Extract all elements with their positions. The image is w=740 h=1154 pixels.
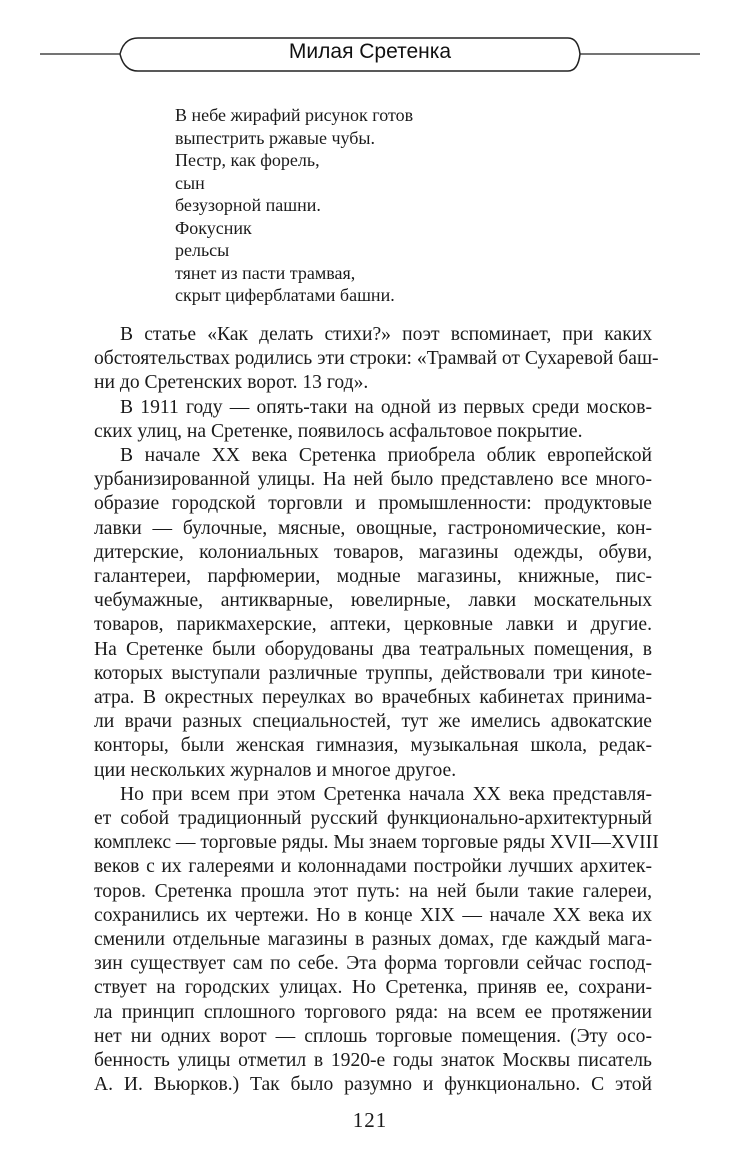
text-line: комплекс — торговые ряды. Мы знаем торговые ряды XVII—XVIII xyxy=(94,832,659,854)
text-line: сохранились их чертежи. Но в конце XIX — начале XX века их xyxy=(94,904,652,926)
body-text xyxy=(94,323,659,1098)
text-line: В 1911 году — опять-таки на одной из первых среди москов- xyxy=(120,396,652,418)
paragraph xyxy=(94,323,659,396)
poem-line: сын xyxy=(175,172,205,193)
poem-line: рельсы xyxy=(175,240,230,260)
text-line: образие городской торговли и промышленности: продуктовые xyxy=(94,493,652,515)
running-header xyxy=(0,0,740,110)
text-line: атра. В окрестных переулках во врачебных кабинетах принима- xyxy=(94,687,652,709)
poem xyxy=(175,104,635,307)
poem-line: В небе жирафий рисунок готов xyxy=(175,105,414,125)
poem-line: безузорной пашни. xyxy=(175,195,321,215)
text-line: В начале XX века Сретенка приобрела облик европейской xyxy=(120,445,652,467)
text-line: бенность улицы отметил в 1920-е годы знаток Москвы писатель xyxy=(94,1050,652,1072)
page-number: 121 xyxy=(352,1108,388,1132)
text-line: На Сретенке были оборудованы два театральных помещения, в xyxy=(94,638,652,660)
text-line: обстоятельствах родились эти строки: «Трамвай от Сухаревой баш- xyxy=(94,348,659,370)
text-line: товаров, парикмахерские, аптеки, церковные лавки и другие. xyxy=(94,614,652,636)
header-title: Милая Сретенка xyxy=(288,40,452,63)
text-line: зин существует сам по себе. Эта форма торговли сейчас господ- xyxy=(94,953,652,975)
text-line: нет ни одних ворот — сплошь торговые помещения. (Эту осо- xyxy=(94,1025,652,1047)
text-line: ни до Сретенских ворот. 13 год». xyxy=(94,372,369,394)
paragraph xyxy=(94,396,652,444)
text-line: ции нескольких журналов и многое другое. xyxy=(94,759,457,781)
text-line: веков с их галереями и колоннадами постройки лучших архитек- xyxy=(94,856,652,878)
text-line: ских улиц, на Сретенке, появилось асфальтовое покрытие. xyxy=(94,420,583,442)
text-line: В статье «Как делать стихи?» поэт вспоминает, при каких xyxy=(120,324,652,345)
text-line: которых выступали различные труппы, действовали три кинote- xyxy=(94,662,652,684)
text-line: конторы, были женская гимназия, музыкальная школа, редак- xyxy=(94,735,652,757)
poem-line: Фокусник xyxy=(175,217,252,238)
poem-line: скрыт циферблатами башни. xyxy=(175,285,395,305)
text-line: торов. Сретенка прошла этот путь: на ней были такие галереи, xyxy=(94,880,652,902)
text-line: чебумажные, антикварные, ювелирные, лавки москательных xyxy=(94,590,652,612)
text-line: ствует на городских улицах. Но Сретенка, приняв ее, сохрани- xyxy=(94,977,652,999)
paragraph xyxy=(94,783,659,1098)
text-line: дитерские, колониальных товаров, магазины одежды, обуви, xyxy=(94,541,652,563)
text-line: лавки — булочные, мясные, овощные, гастрономические, кон- xyxy=(94,517,652,539)
text-line: Но при всем при этом Сретенка начала XX века представля- xyxy=(120,783,652,805)
text-line: ли врачи разных специальностей, тут же имелись адвокатские xyxy=(94,711,652,733)
text-line: сменили отдельные магазины в разных домах, где каждый мага- xyxy=(94,929,652,951)
poem-line: Пестр, как форель, xyxy=(175,150,320,170)
text-line: галантереи, парфюмерии, модные магазины, книжные, пис- xyxy=(94,566,652,588)
poem-line: тянет из пасти трамвая, xyxy=(175,262,356,283)
text-line: ла принцип сплошного торгового ряда: на всем ее протяжении xyxy=(94,1001,652,1023)
poem-line: выпестрить ржавые чубы. xyxy=(175,127,376,148)
text-line: урбанизированной улицы. На ней было представлено все много- xyxy=(94,469,652,491)
text-line: А. И. Вьюрков.) Так было разумно и функционально. С этой xyxy=(94,1074,652,1096)
paragraph xyxy=(94,444,652,783)
text-line: ет собой традиционный русский функционально-архитектурный xyxy=(94,808,652,830)
